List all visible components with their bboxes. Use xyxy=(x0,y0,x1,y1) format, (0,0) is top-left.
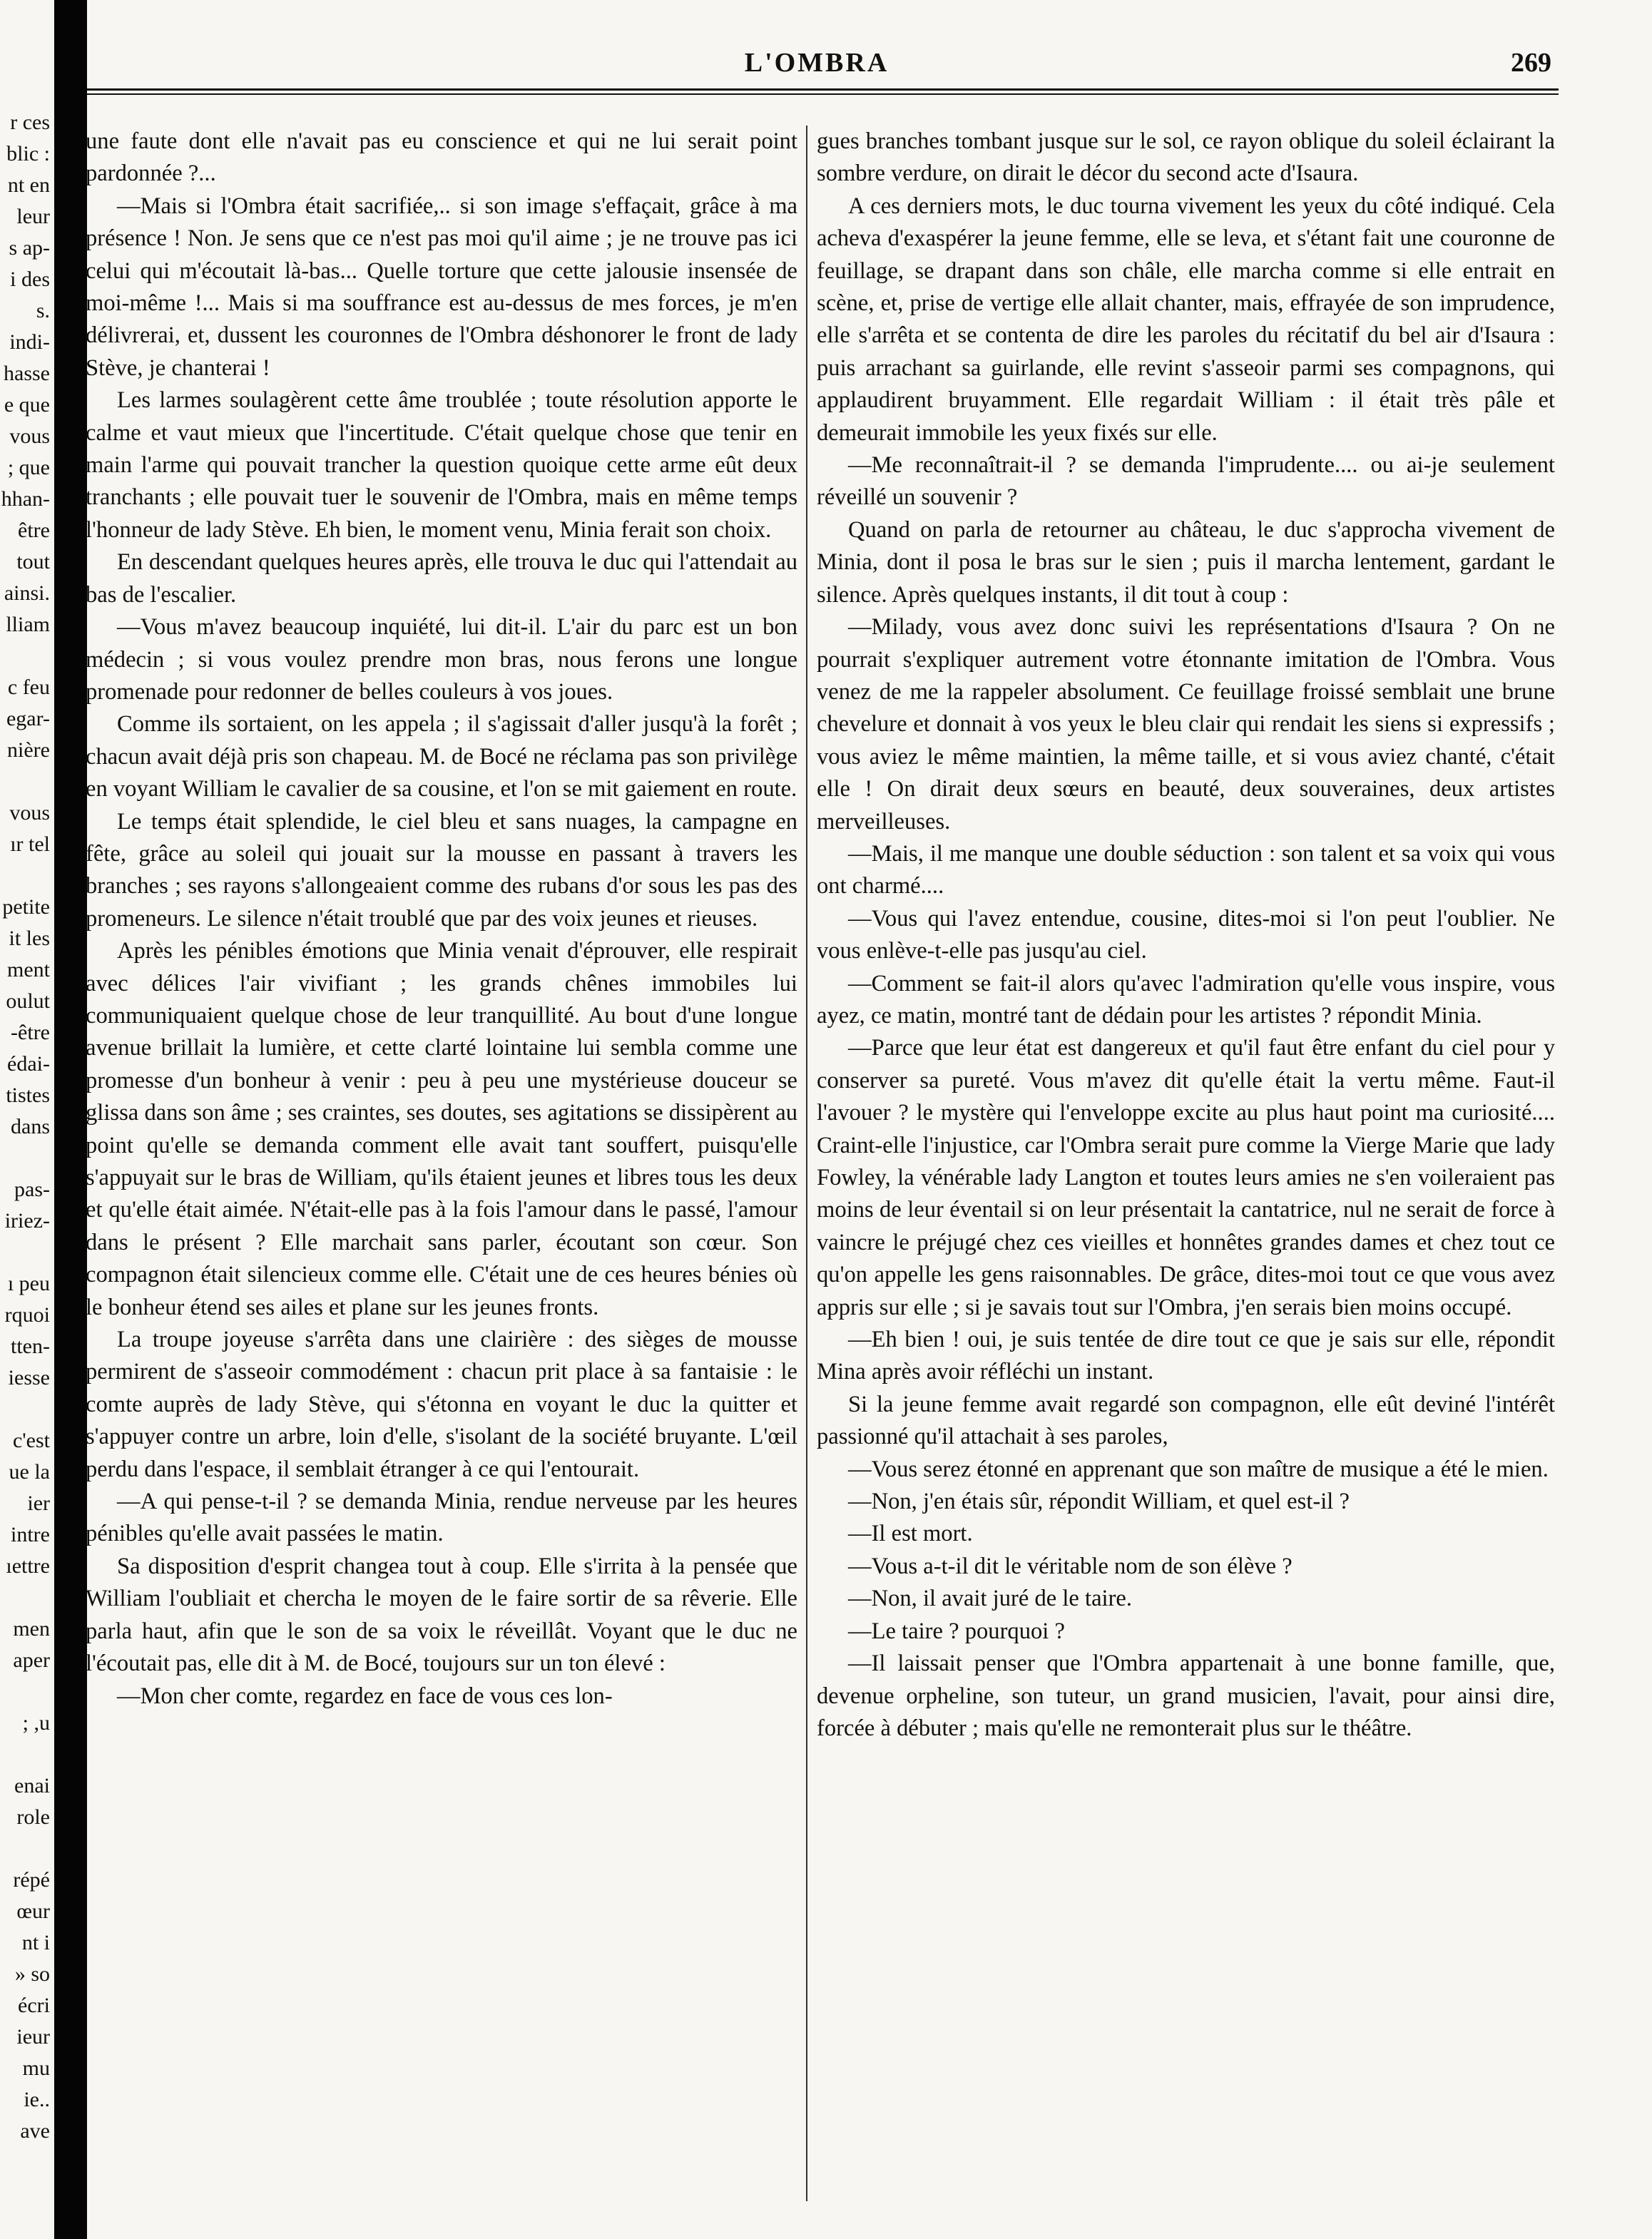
fragment-line: -être xyxy=(11,1021,50,1044)
fragment-line xyxy=(0,1143,50,1174)
fragment-line: iesse xyxy=(8,1366,50,1389)
fragment-line: pas- xyxy=(14,1178,50,1201)
paragraph: —Il est mort. xyxy=(848,1521,973,1547)
fragment-line: ainsi. xyxy=(4,581,50,605)
fragment-line: ier xyxy=(27,1491,50,1515)
fragment-line: répé xyxy=(13,1868,50,1892)
paragraph: —Eh bien ! oui, je suis tentée de dire tout ce que je sais sur elle, répondit Mina après avoir réfléchi un instant. xyxy=(817,1327,1555,1385)
paragraph: —Le taire ? pourquoi ? xyxy=(848,1618,1065,1644)
fragment-line xyxy=(0,1394,50,1425)
paragraph: —Mais si l'Ombra était sacrifiée,.. si son image s'effaçait, grâce à ma présence ! Non. Je sens que ce n'est pas moi qu'il aime ; je ne trouve pas ici celui qui m'écoutait là-bas... Quelle torture que cette jalousie insensée de moi-même !... Mais si ma souffrance est au-dessus de mes forces, je m'en délivrerai, et, dussent les couronnes de l'Ombra déshonorer le front de lady Stève, je chanterai ! xyxy=(86,193,797,381)
paragraph: La troupe joyeuse s'arrêta dans une clairière : des sièges de mousse permirent de s'asseoir commodément : chacun prit place à sa fantaisie : le comte auprès de lady Stève, qui s'étonna en voyant le duc la quitter et s'appuyer contre un arbre, loin d'elle, s'isolant de la société bruyante. L'œil perdu dans l'espace, il semblait étranger à ce qui l'entourait. xyxy=(86,1327,797,1482)
fragment-line: egar- xyxy=(6,707,50,730)
fragment-line xyxy=(0,1739,50,1770)
fragment-line: ır tel xyxy=(10,832,50,856)
fragment-line: iriez- xyxy=(4,1209,50,1233)
paragraph: Les larmes soulagèrent cette âme troublée ; toute résolution apporte le calme et vaut mieux que l'incertitude. C'était quelque chose que tenir en main l'arme qui pouvait trancher la question quoique cette arme eût deux tranchants ; elle pouvait tuer le souvenir de l'Ombra, mais en même temps l'honneur de lady Stève. Eh bien, le moment venu, Minia ferait son choix. xyxy=(86,387,797,543)
fragment-line: ave xyxy=(20,2119,50,2143)
paragraph: —Vous qui l'avez entendue, cousine, dites-moi si l'on peut l'oublier. Ne vous enlève-t-elle pas jusqu'au ciel. xyxy=(817,905,1555,964)
fragment-line: tistes xyxy=(6,1083,50,1107)
running-title: L'OMBRA xyxy=(744,48,889,78)
fragment-line: indi- xyxy=(9,330,50,354)
paragraph: A ces derniers mots, le duc tourna vivement les yeux du côté indiqué. Cela acheva d'exaspérer la jeune femme, elle se leva, et s'étant fait une couronne de feuillage, se drapant dans son châle, elle marcha comme si elle entrait en scène, et, prise de vertige elle allait chanter, mais, effrayée de son imprudence, elle s'arrêta et se contenta de dire les paroles du récitatif du bel air d'Isaura : puis arrachant sa guirlande, elle revint s'asseoir parmi ses compagnons, qui applaudirent bruyamment. Elle regardait William : il était très pâle et demeurait immobile les yeux fixés sur elle. xyxy=(817,193,1555,446)
paragraph: —A qui pense-t-il ? se demanda Minia, rendue nerveuse par les heures pénibles qu'elle avait passées le matin. xyxy=(86,1489,797,1547)
fragment-line: écri xyxy=(18,1994,50,2017)
fragment-line: dans xyxy=(11,1115,50,1138)
fragment-line: ı peu xyxy=(7,1272,50,1295)
fragment-line: nt en xyxy=(7,173,50,197)
fragment-line: ie.. xyxy=(24,2088,50,2111)
paragraph: —Mais, il me manque une double séduction : son talent et sa voix qui vous ont charmé.... xyxy=(817,840,1555,899)
fragment-line: e que xyxy=(4,393,50,417)
fragment-line: nière xyxy=(7,738,50,762)
fragment-line xyxy=(0,1237,50,1268)
fragment-line: hasse xyxy=(4,362,50,385)
fragment-line: tten- xyxy=(11,1335,50,1358)
fragment-line: ieur xyxy=(16,2025,50,2049)
paragraph: —Non, il avait juré de le taire. xyxy=(848,1586,1133,1612)
fragment-line: men xyxy=(13,1617,50,1641)
fragment-line: ıettre xyxy=(6,1554,50,1578)
fragment-line: leur xyxy=(16,205,50,228)
fragment-line xyxy=(0,1833,50,1865)
left-column xyxy=(86,126,797,1713)
fragment-line xyxy=(0,641,50,672)
fragment-line: ; que xyxy=(7,456,50,479)
fragment-line: tout xyxy=(16,550,50,573)
fragment-line: r ces xyxy=(10,111,50,134)
header-rule xyxy=(71,88,1559,95)
right-column xyxy=(817,126,1555,1745)
paragraph: —Me reconnaîtrait-il ? se demanda l'imprudente.... ou ai-je seulement réveillé un souvenir ? xyxy=(817,452,1555,511)
fragment-line: mu xyxy=(22,2056,50,2080)
fragment-line: lliam xyxy=(6,613,50,636)
fragment-line: ment xyxy=(7,958,50,981)
book-binding-shadow xyxy=(54,0,87,2239)
column-divider xyxy=(806,126,807,2201)
fragment-line: petite xyxy=(2,895,50,919)
fragment-line xyxy=(0,766,50,797)
fragment-line: être xyxy=(18,519,50,542)
fragment-line: s. xyxy=(36,299,50,322)
paragraph: Si la jeune femme avait regardé son compagnon, elle eût deviné l'intérêt passionné qu'il attachait à ses paroles, xyxy=(817,1391,1555,1450)
paragraph: —Il laissait penser que l'Ombra appartenait à une bonne famille, que, devenue orpheline, son tuteur, un grand musicien, l'avait, pour ainsi dire, forcée à débuter ; mais qu'elle ne remonterait plus sur le théâtre. xyxy=(817,1651,1555,1741)
paragraph: Après les pénibles émotions que Minia venait d'éprouver, elle respirait avec délices l'air vivifiant ; les grands chênes immobiles lui communiquaient quelque chose de leur tranquillité. Au bout d'une longue avenue brillait la lumière, et cette clarté lointaine lui sembla comme une promesse d'un bonheur à venir : peu à peu une mystérieuse douceur se glissa dans son âme ; ses craintes, ses doutes, ses agitations se dissipèrent au point qu'elle se demanda comment elle avait tant souffert, puisqu'elle s'appuyait sur le bras de William, qu'ils étaient jeunes et libres tous les deux et qu'elle était aimée. N'était-elle pas à la fois l'amour dans le passé, l'amour dans le présent ? Elle marchait sans parler, écoutant son cœur. Son compagnon était silencieux comme elle. C'était une de ces heures bénies où le bonheur étend ses ailes et plane sur les jeunes fronts. xyxy=(86,938,797,1320)
fragment-line: hhan- xyxy=(1,487,50,511)
fragment-line: vous xyxy=(9,424,50,448)
fragment-line: s ap- xyxy=(9,236,50,260)
fragment-line: ue la xyxy=(9,1460,50,1484)
paragraph: —Mon cher comte, regardez en face de vous ces lon- xyxy=(117,1683,613,1709)
fragment-line xyxy=(0,1676,50,1708)
fragment-line: c feu xyxy=(7,675,50,699)
paragraph: une faute dont elle n'avait pas eu conscience et qui ne lui serait point pardonnée ?... xyxy=(86,128,797,187)
fragment-line: enai xyxy=(14,1774,50,1797)
paragraph: —Vous m'avez beaucoup inquiété, lui dit-il. L'air du parc est un bon médecin ; si vous voulez prendre mon bras, nous ferons une longue promenade pour redonner de belles couleurs à vos joues. xyxy=(86,614,797,705)
fragment-line: ; ,u xyxy=(22,1711,50,1735)
page-number: 269 xyxy=(1511,48,1551,78)
page-header xyxy=(82,47,1551,84)
fragment-line: édai- xyxy=(7,1052,50,1076)
fragment-line: intre xyxy=(11,1523,50,1546)
fragment-line: c'est xyxy=(12,1429,50,1452)
fragment-line: role xyxy=(16,1805,50,1829)
paragraph: —Non, j'en étais sûr, répondit William, et quel est-il ? xyxy=(848,1489,1350,1515)
fragment-line: nt i xyxy=(21,1931,50,1954)
paragraph: —Parce que leur état est dangereux et qu'il faut être enfant du ciel pour y conserver sa pureté. Vous m'avez dit qu'elle était la vertu même. Faut-il l'avouer ? le mystère qui l'enveloppe excite au plus haut point ma curiosité.... Craint-elle l'injustice, car l'Ombra serait pure comme la Vierge Marie que lady Fowley, la vénérable lady Langton et toutes leurs amies ne s'en voileraient pas moins de leur éventail si on leur présentait la cantatrice, nul ne serait de force à vaincre le préjugé chez ces vieilles et honnêtes grandes dames et chez tout ce qu'on appelle les gens raisonnables. De grâce, dites-moi tout ce que vous avez appris sur elle ; si je savais tout sur l'Ombra, j'en serais bien moins occupé. xyxy=(817,1035,1555,1320)
fragment-line: blic : xyxy=(6,142,50,165)
paragraph: gues branches tombant jusque sur le sol, ce rayon oblique du soleil éclairant la sombre verdure, on dirait le décor du second acte d'Isaura. xyxy=(817,128,1555,187)
fragment-line: vous xyxy=(9,801,50,825)
paragraph: —Vous a-t-il dit le véritable nom de son élève ? xyxy=(848,1553,1292,1579)
paragraph: —Comment se fait-il alors qu'avec l'admiration qu'elle vous inspire, vous ayez, ce matin, montré tant de dédain pour les artistes ? répondit Minia. xyxy=(817,970,1555,1029)
paragraph: Sa disposition d'esprit changea tout à coup. Elle s'irrita à la pensée que William l'oubliait et chercha le moyen de le faire sortir de sa rêverie. Elle parla haut, afin que le son de sa voix le réveillât. Voyant que le duc ne l'écoutait pas, elle dit à M. de Bocé, toujours sur un ton élevé : xyxy=(86,1553,797,1677)
fragment-line: it les xyxy=(9,927,50,950)
fragment-line: aper xyxy=(13,1648,50,1672)
paragraph: Quand on parla de retourner au château, le duc s'approcha vivement de Minia, dont il posa le bras sur le sien ; puis il marcha lentement, gardant le silence. Après quelques instants, il dit tout à coup : xyxy=(817,516,1555,608)
fragment-line: i des xyxy=(10,267,50,291)
fragment-line xyxy=(0,1582,50,1613)
paragraph: —Milady, vous avez donc suivi les représentations d'Isaura ? On ne pourrait s'expliquer autrement votre étonnante imitation de l'Ombra. Vous venez de me la rappeler absolument. Ce feuillage froissé semblait une brune chevelure et donnait à vos yeux le bleu clair qui rendait les siens si expressifs ; vous aviez le même maintien, la même taille, et si vous aviez chanté, c'était elle ! On dirait deux sœurs en beauté, deux souveraines, deux artistes merveilleuses. xyxy=(817,614,1555,835)
previous-page-fragment xyxy=(0,107,50,2218)
fragment-line: » so xyxy=(14,1962,50,1986)
paragraph: En descendant quelques heures après, elle trouva le duc qui l'attendait au bas de l'escalier. xyxy=(86,549,797,608)
paragraph: Le temps était splendide, le ciel bleu et sans nuages, la campagne en fête, grâce au soleil qui jouait sur la mousse en passant à travers les branches ; ses rayons s'allongeaient comme des rubans d'or sous les pas des promeneurs. Le silence n'était troublé que par des voix jeunes et rieuses. xyxy=(86,808,797,932)
paragraph: —Vous serez étonné en apprenant que son maître de musique a été le mien. xyxy=(848,1456,1549,1482)
paragraph: Comme ils sortaient, on les appela ; il s'agissait d'aller jusqu'à la forêt ; chacun avait déjà pris son chapeau. M. de Bocé ne réclama pas son privilège en voyant William le cavalier de sa cousine, et l'on se mit gaiement en route. xyxy=(86,711,797,802)
fragment-line xyxy=(0,860,50,892)
fragment-line: oulut xyxy=(6,989,50,1013)
fragment-line: rquoi xyxy=(4,1303,50,1327)
fragment-line: œur xyxy=(16,1899,50,1923)
